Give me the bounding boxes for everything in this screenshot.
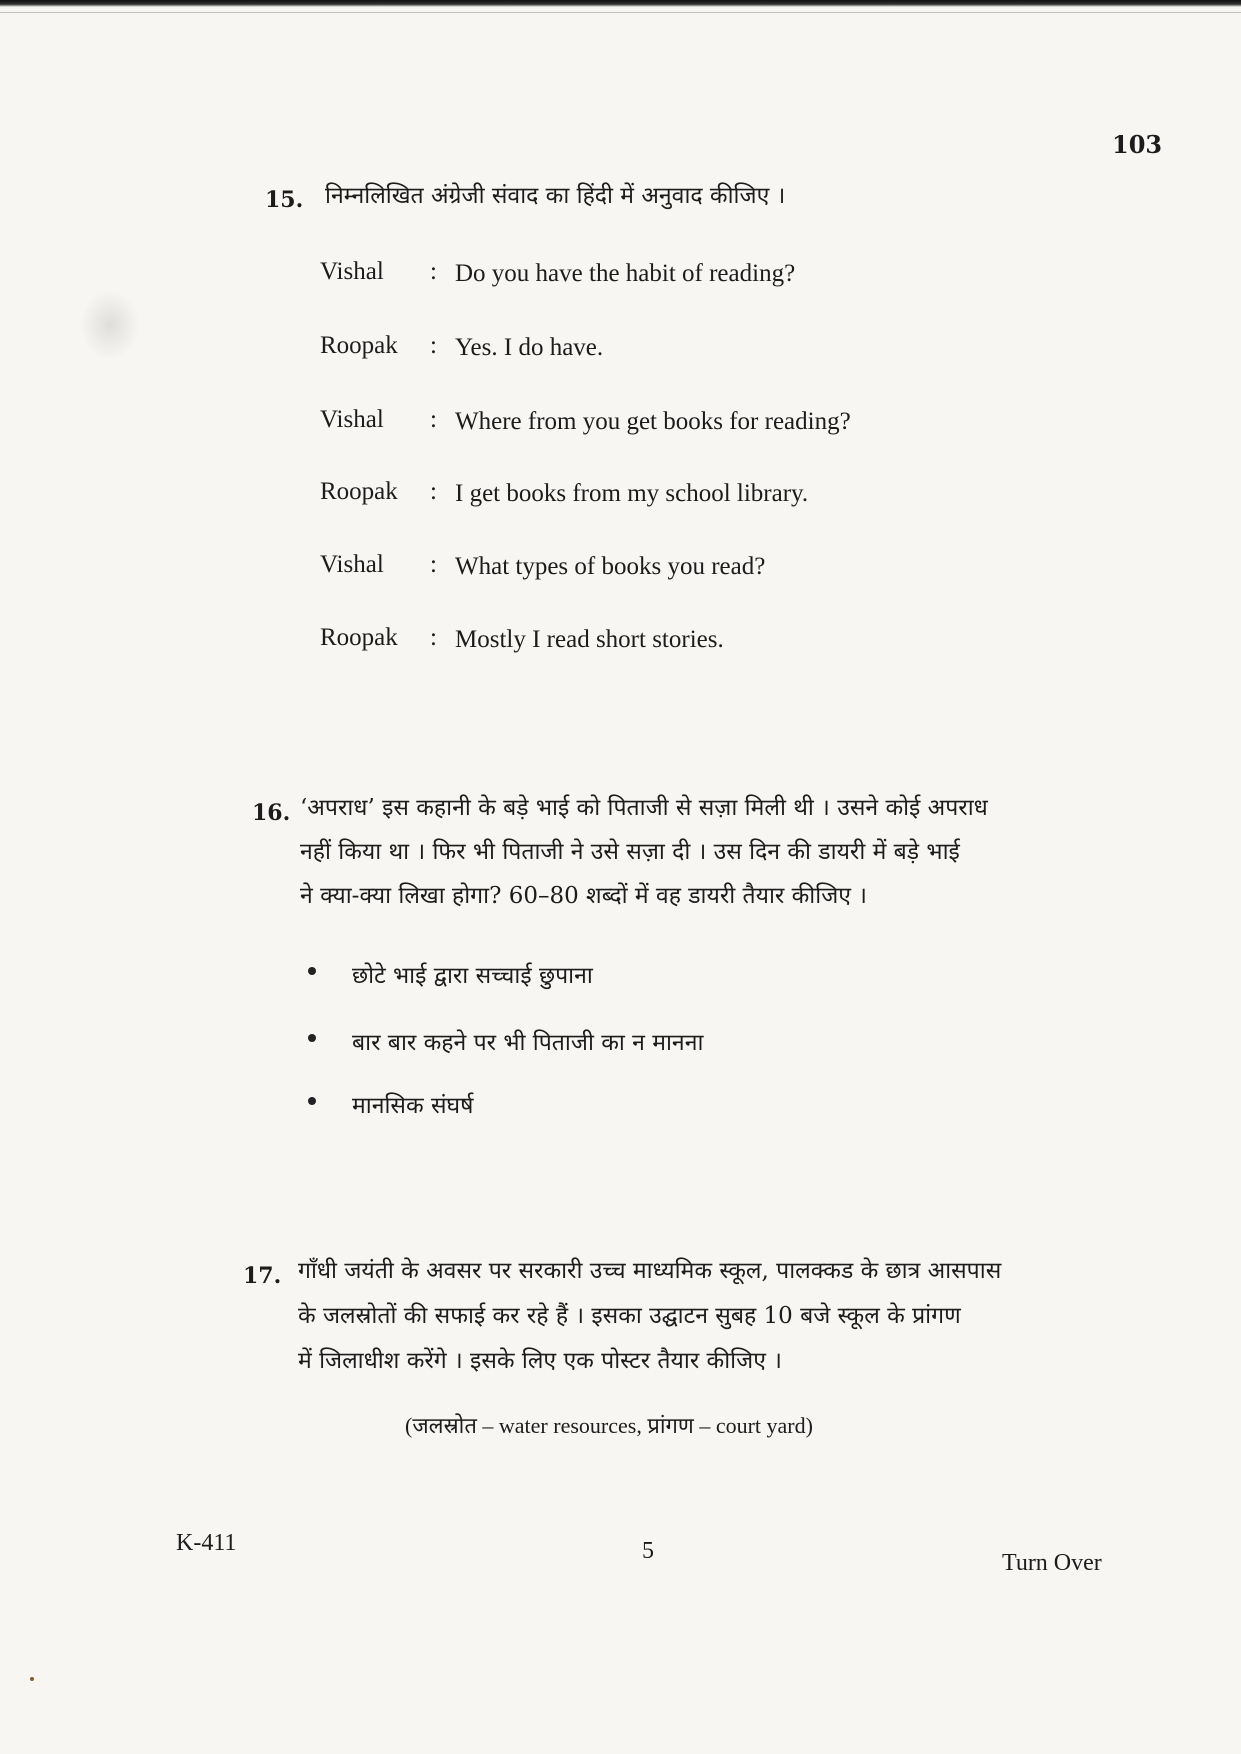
q16-line: नहीं किया था । फिर भी पिताजी ने उसे सज़ा दी । उस दिन की डायरी में बड़े भाई xyxy=(300,839,960,865)
dialogue-row xyxy=(320,258,1020,294)
q15-number: 15. xyxy=(265,187,304,213)
dialogue-row xyxy=(320,332,1020,368)
q15-instruction: निम्नलिखित अंग्रेजी संवाद का हिंदी में अनुवाद कीजिए । xyxy=(325,183,786,209)
dialogue-colon: : xyxy=(430,332,437,359)
dialogue-speaker: Roopak xyxy=(320,332,398,359)
q17-line: के जलस्रोतों की सफाई कर रहे हैं । इसका उद्घाटन सुबह 10 बजे स्कूल के प्रांगण xyxy=(298,1303,961,1329)
dialogue-speaker: Vishal xyxy=(320,258,384,285)
dialogue-colon: : xyxy=(430,478,437,505)
scan-smudge xyxy=(80,290,140,360)
q17-prompt xyxy=(298,1258,1098,1393)
q16-bullet-text: छोटे भाई द्वारा सच्चाई छुपाना xyxy=(352,963,593,989)
bullet-icon xyxy=(308,1097,316,1105)
dialogue-speaker: Roopak xyxy=(320,478,398,505)
q16-bullet-text: बार बार कहने पर भी पिताजी का न मानना xyxy=(352,1030,704,1056)
scan-speck xyxy=(30,1677,34,1681)
dialogue-row xyxy=(320,551,1020,587)
q17-gloss: (जलस्रोत – water resources, प्रांगण – court yard) xyxy=(405,1413,813,1438)
dialogue-speaker: Roopak xyxy=(320,624,398,651)
dialogue-row xyxy=(320,478,1020,514)
bullet-icon xyxy=(308,967,316,975)
q16-line: ने क्या-क्या लिखा होगा? 60–80 शब्दों में वह डायरी तैयार कीजिए । xyxy=(300,883,868,909)
q16-prompt xyxy=(300,795,1090,927)
dialogue-line: I get books from my school library. xyxy=(455,480,809,507)
dialogue-colon: : xyxy=(430,624,437,651)
dialogue-colon: : xyxy=(430,406,437,433)
dialogue-line: Do you have the habit of reading? xyxy=(455,260,796,287)
dialogue-line: Mostly I read short stories. xyxy=(455,626,724,653)
dialogue-speaker: Vishal xyxy=(320,406,384,433)
q17-number: 17. xyxy=(243,1263,282,1289)
dialogue-colon: : xyxy=(430,258,437,285)
footer-page-number: 5 xyxy=(642,1538,654,1564)
dialogue-line: What types of books you read? xyxy=(455,553,766,580)
dialogue-line: Where from you get books for reading? xyxy=(455,408,851,435)
top-border-thin xyxy=(0,12,1241,13)
q17-line: गाँधी जयंती के अवसर पर सरकारी उच्च माध्यमिक स्कूल, पालक्कड के छात्र आसपास xyxy=(298,1258,1002,1284)
q17-line: में जिलाधीश करेंगे । इसके लिए एक पोस्टर तैयार कीजिए । xyxy=(298,1348,782,1374)
dialogue-colon: : xyxy=(430,551,437,578)
dialogue-row xyxy=(320,406,1020,442)
q16-line: ‘अपराध’ इस कहानी के बड़े भाई को पिताजी से सज़ा मिली थी । उसने कोई अपराध xyxy=(300,795,988,821)
footer-turn-over: Turn Over xyxy=(1002,1550,1102,1576)
top-border xyxy=(0,0,1241,7)
bullet-icon xyxy=(308,1034,316,1042)
dialogue-line: Yes. I do have. xyxy=(455,334,604,361)
dialogue-row xyxy=(320,624,1020,660)
page-code: 103 xyxy=(1112,130,1163,159)
q16-number: 16. xyxy=(252,800,291,826)
q16-bullet-text: मानसिक संघर्ष xyxy=(352,1093,474,1119)
footer-paper-code: K-411 xyxy=(176,1530,237,1556)
dialogue-speaker: Vishal xyxy=(320,551,384,578)
